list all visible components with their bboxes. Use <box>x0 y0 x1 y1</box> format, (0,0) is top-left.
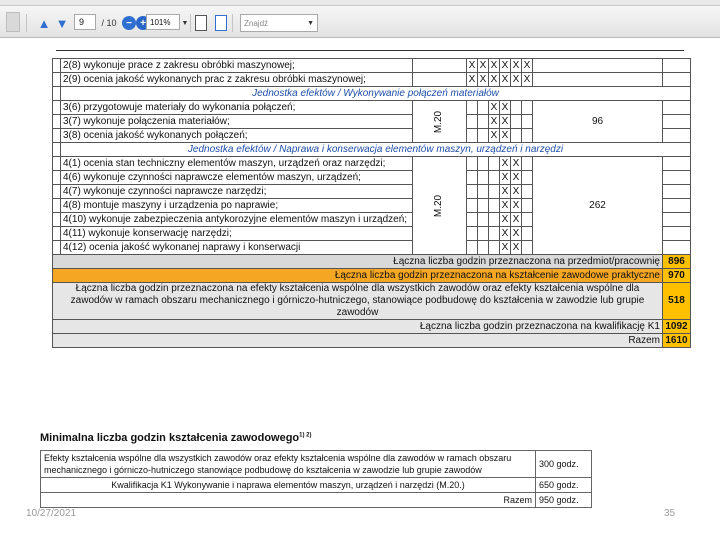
mark-cell <box>467 241 478 255</box>
qualification-code <box>413 157 467 255</box>
mark-cell: X <box>489 115 500 129</box>
mark-cell: X <box>500 227 511 241</box>
mark-cell <box>478 241 489 255</box>
mark-cell: X <box>522 73 533 87</box>
indent-cell <box>53 199 61 213</box>
table-row <box>53 269 691 283</box>
indent-cell <box>53 157 61 171</box>
mark-cell: X <box>500 185 511 199</box>
hours-value: 96 <box>533 101 663 143</box>
empty-cell <box>663 185 691 199</box>
empty-cell <box>533 59 663 73</box>
min-row-total-label: Razem <box>41 493 536 508</box>
mark-cell <box>489 199 500 213</box>
qualification-code-text: M.20 <box>433 110 445 133</box>
mark-cell <box>522 157 533 171</box>
mark-cell <box>478 101 489 115</box>
mark-cell <box>489 227 500 241</box>
qualification-code-text: M.20 <box>433 194 445 217</box>
table-row <box>53 255 691 269</box>
table-row <box>53 73 691 87</box>
mark-cell <box>489 241 500 255</box>
mark-cell: X <box>511 185 522 199</box>
mark-cell <box>522 171 533 185</box>
empty-cell <box>533 73 663 87</box>
mark-cell: X <box>478 73 489 87</box>
mark-cell: X <box>489 73 500 87</box>
mark-cell: X <box>489 129 500 143</box>
zoom-in-icon[interactable]: + <box>136 16 150 30</box>
zoom-out-icon[interactable]: − <box>122 16 136 30</box>
mark-cell <box>467 171 478 185</box>
mark-cell <box>478 171 489 185</box>
mark-cell <box>478 129 489 143</box>
fit-page-icon[interactable] <box>194 14 208 32</box>
indent-cell <box>53 171 61 185</box>
summary-label: Łączna liczba godzin przeznaczona na efekty kształcenia wspólne dla wszystkich zawodów oraz efekty kształcenia wspólne dla zawodów w ramach obszaru mechanicznego i górniczo-hutniczego, stanowiące podbudowę do kształcenia w zawodzie lub grupie zawodów <box>53 283 663 320</box>
empty-cell <box>663 59 691 73</box>
document-page <box>52 50 688 420</box>
mark-cell <box>467 185 478 199</box>
outcome-label: 4(11) wykonuje konserwację narzędzi; <box>61 227 413 241</box>
outcome-label: 4(10) wykonuje zabezpieczenia antykorozyjne elementów maszyn i urządzeń; <box>61 213 413 227</box>
summary-label: Łączna liczba godzin przeznaczona na kształcenie zawodowe praktyczne <box>53 269 663 283</box>
zoom-level-value: 101% <box>150 17 171 27</box>
indent-cell <box>53 59 61 73</box>
search-placeholder: Znajdź <box>244 18 269 28</box>
mark-cell <box>467 101 478 115</box>
mark-cell <box>478 185 489 199</box>
mark-cell: X <box>522 59 533 73</box>
outcome-label: 4(1) ocenia stan techniczny elementów maszyn, urządzeń oraz narzędzi; <box>61 157 413 171</box>
mark-cell <box>478 199 489 213</box>
mark-cell: X <box>511 241 522 255</box>
mark-cell: X <box>500 101 511 115</box>
mark-cell <box>511 129 522 143</box>
mark-cell: X <box>489 59 500 73</box>
mark-cell <box>478 157 489 171</box>
mark-cell <box>467 213 478 227</box>
mark-cell: X <box>489 101 500 115</box>
mark-cell <box>478 227 489 241</box>
mark-cell: X <box>511 213 522 227</box>
qualification-code <box>413 101 467 143</box>
page-up-arrow-icon[interactable]: ▲ <box>37 15 51 31</box>
page-down-arrow-icon[interactable]: ▼ <box>55 15 69 31</box>
mark-cell <box>511 115 522 129</box>
mark-cell <box>522 129 533 143</box>
chevron-down-icon[interactable]: ▼ <box>181 19 189 27</box>
mark-cell <box>522 115 533 129</box>
page-number-input[interactable] <box>74 14 96 30</box>
indent-cell <box>53 115 61 129</box>
footer-page-number: 35 <box>664 508 676 519</box>
section-title: Jednostka efektów / Naprawa i konserwacja elementów maszyn, urządzeń i narzędzi <box>61 143 691 157</box>
empty-cell <box>663 241 691 255</box>
outcome-label: 4(6) wykonuje czynności naprawcze elementów maszyn, urządzeń; <box>61 171 413 185</box>
indent-cell <box>53 185 61 199</box>
mark-cell <box>478 115 489 129</box>
viewer-toolbar <box>0 6 720 38</box>
mark-cell: X <box>500 199 511 213</box>
outcome-label: 4(7) wykonuje czynności naprawcze narzędzi; <box>61 185 413 199</box>
mark-cell: X <box>500 59 511 73</box>
mark-cell <box>489 157 500 171</box>
mark-cell <box>489 171 500 185</box>
mark-cell: X <box>467 59 478 73</box>
page-total-label: / 10 <box>101 18 117 28</box>
minimal-hours-table <box>40 450 592 508</box>
empty-cell <box>413 73 467 87</box>
table-row <box>53 101 691 115</box>
mark-cell: X <box>478 59 489 73</box>
mark-cell <box>522 213 533 227</box>
table-row <box>53 87 691 101</box>
summary-label: Łączna liczba godzin przeznaczona na kwalifikację K1 <box>53 320 663 334</box>
min-row-common-value: 300 godz. <box>536 451 592 478</box>
mark-cell <box>522 185 533 199</box>
sidebar-toggle-icon[interactable] <box>6 12 20 32</box>
footer-date: 10/27/2021 <box>26 508 77 519</box>
summary-value: 518 <box>663 283 691 320</box>
minimal-hours-title <box>40 432 592 448</box>
indent-cell <box>53 87 61 101</box>
table-row <box>41 493 592 508</box>
empty-cell <box>663 101 691 115</box>
outcome-label: 2(8) wykonuje prace z zakresu obróbki maszynowej; <box>61 59 413 73</box>
min-row-k1-value: 650 godz. <box>536 478 592 493</box>
summary-value: 970 <box>663 269 691 283</box>
hours-value: 262 <box>533 157 663 255</box>
mark-cell: X <box>500 171 511 185</box>
empty-cell <box>663 115 691 129</box>
mark-cell: X <box>500 129 511 143</box>
outcome-label: 3(6) przygotowuje materiały do wykonania połączeń; <box>61 101 413 115</box>
section-title: Jednostka efektów / Wykonywanie połączeń materiałów <box>61 87 691 101</box>
mark-cell <box>522 199 533 213</box>
minimal-hours-title-text: Minimalna liczba godzin kształcenia zawodowego <box>40 432 300 444</box>
mark-cell <box>522 241 533 255</box>
empty-cell <box>663 199 691 213</box>
summary-value: 896 <box>663 255 691 269</box>
table-row <box>41 451 592 478</box>
mark-cell <box>489 213 500 227</box>
mark-cell: X <box>511 59 522 73</box>
summary-label: Razem <box>53 334 663 348</box>
table-row <box>53 59 691 73</box>
outcome-label: 4(8) montuje maszyny i urządzenia po naprawie; <box>61 199 413 213</box>
indent-cell <box>53 241 61 255</box>
outcome-label: 3(7) wykonuje połączenia materiałów; <box>61 115 413 129</box>
empty-cell <box>413 59 467 73</box>
table-row <box>53 320 691 334</box>
empty-cell <box>663 213 691 227</box>
minimal-hours-section <box>40 432 592 508</box>
indent-cell <box>53 143 61 157</box>
min-row-total-value: 950 godz. <box>536 493 592 508</box>
mark-cell <box>467 199 478 213</box>
toolbar-separator <box>190 14 191 32</box>
mark-cell: X <box>500 213 511 227</box>
indent-cell <box>53 129 61 143</box>
table-row <box>41 478 592 493</box>
summary-value: 1610 <box>663 334 691 348</box>
mark-cell: X <box>467 73 478 87</box>
empty-cell <box>663 73 691 87</box>
mark-cell <box>522 101 533 115</box>
mark-cell: X <box>511 73 522 87</box>
mark-cell: X <box>511 157 522 171</box>
page-current-value: 9 <box>79 17 85 27</box>
mark-cell: X <box>511 227 522 241</box>
mark-cell: X <box>511 171 522 185</box>
outcome-label: 3(8) ocenia jakość wykonanych połączeń; <box>61 129 413 143</box>
zoom-level-select[interactable] <box>146 14 180 30</box>
fit-width-icon[interactable] <box>214 14 228 32</box>
min-row-common-label: Efekty kształcenia wspólne dla wszystkich zawodów oraz efekty kształcenia wspólne dla zawodów w ramach obszaru mechanicznego i górniczo-hutniczego stanowiące podbudowę do kształcenia w zawodzie lub grupie zawodów <box>41 451 536 478</box>
mark-cell <box>467 227 478 241</box>
indent-cell <box>53 73 61 87</box>
mark-cell: X <box>500 157 511 171</box>
outcome-label: 4(12) ocenia jakość wykonanej naprawy i konserwacji <box>61 241 413 255</box>
mark-cell <box>467 115 478 129</box>
mark-cell: X <box>500 73 511 87</box>
page-top-rule <box>56 50 684 51</box>
indent-cell <box>53 227 61 241</box>
mark-cell <box>511 101 522 115</box>
empty-cell <box>663 227 691 241</box>
footnote-marker: 1) 2) <box>299 432 312 439</box>
mark-cell <box>489 185 500 199</box>
chevron-down-icon[interactable]: ▼ <box>307 19 314 27</box>
table-row <box>53 143 691 157</box>
mark-cell: X <box>500 115 511 129</box>
indent-cell <box>53 101 61 115</box>
table-row <box>53 283 691 320</box>
mark-cell: X <box>500 241 511 255</box>
toolbar-separator <box>232 14 233 32</box>
summary-label: Łączna liczba godzin przeznaczona na przedmiot/pracownię <box>53 255 663 269</box>
search-input[interactable] <box>240 14 318 32</box>
outcome-label: 2(9) ocenia jakość wykonanych prac z zakresu obróbki maszynowej; <box>61 73 413 87</box>
summary-value: 1092 <box>663 320 691 334</box>
mark-cell <box>478 213 489 227</box>
outcomes-table <box>52 58 691 348</box>
mark-cell <box>522 227 533 241</box>
mark-cell: X <box>511 199 522 213</box>
mark-cell <box>467 129 478 143</box>
indent-cell <box>53 213 61 227</box>
toolbar-separator <box>26 14 27 32</box>
table-row <box>53 334 691 348</box>
mark-cell <box>467 157 478 171</box>
empty-cell <box>663 157 691 171</box>
min-row-k1-label: Kwalifikacja K1 Wykonywanie i naprawa elementów maszyn, urządzeń i narzędzi (M.20.) <box>41 478 536 493</box>
table-row <box>53 157 691 171</box>
empty-cell <box>663 129 691 143</box>
empty-cell <box>663 171 691 185</box>
